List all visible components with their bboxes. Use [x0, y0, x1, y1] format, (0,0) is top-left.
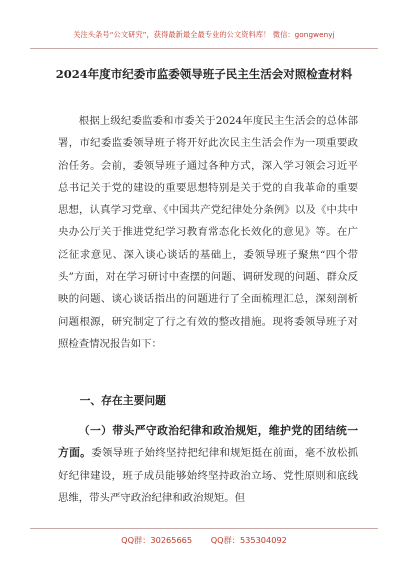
- document-body: [58, 110, 358, 355]
- subsection-body: 委领导班子始终坚持把纪律和规矩挺在前面，毫不放松抓好纪律建设，班子成员能够始终坚持政治立场、党性原则和底线思维，带头严守政治纪律和政治规矩。但: [58, 447, 359, 504]
- footer-qq-group-2: QQ群：535304092: [210, 535, 287, 545]
- footer-qq-group-1: QQ群：30265665: [121, 535, 193, 545]
- document-title: 2024年度市纪委市监委领导班子民主生活会对照检查材料: [55, 67, 353, 81]
- intro-paragraph: 根据上级纪委监委和市委关于2024年度民主生活会的总体部署，市纪委监委领导班子将开好此次民主生活会作为一项重要政治任务。会前，委领导班子通过各种方式，深入学习领会习近平总书记关于党的建设的重要思想特别是关于党的自我革命的重要思想，认真学习党章、《中国共产党纪律处分条例》以及《中共中央办公厅关于推进党纪学习教育常态化长效化的意见》等。在广泛征求意见、深入谈心谈话的基础上，委领导班子聚焦“四个带头”方面，对在学习研讨中查摆的问题、调研发现的问题、群众反映的问题、谈心谈话指出的问题进行了全面梳理汇总，深刻剖析问题根源，研究制定了行之有效的整改措施。现将委领导班子对照检查情况报告如下：: [58, 115, 358, 350]
- section-heading: 一、存在主要问题: [79, 394, 166, 407]
- header-banner-text: 关注头条号“公文研究”，获得最新最全最专业的公文资料库！ 微信：gongwenyj: [73, 30, 335, 39]
- footer: [0, 533, 408, 547]
- section-body: [58, 420, 358, 509]
- subsection-heading: （一）带头严守政治纪律和政治规矩，维护党的团结统一方面。: [58, 424, 358, 460]
- subsection-paragraph: [58, 420, 358, 509]
- header-banner: [30, 22, 378, 49]
- footer-divider: [30, 528, 378, 529]
